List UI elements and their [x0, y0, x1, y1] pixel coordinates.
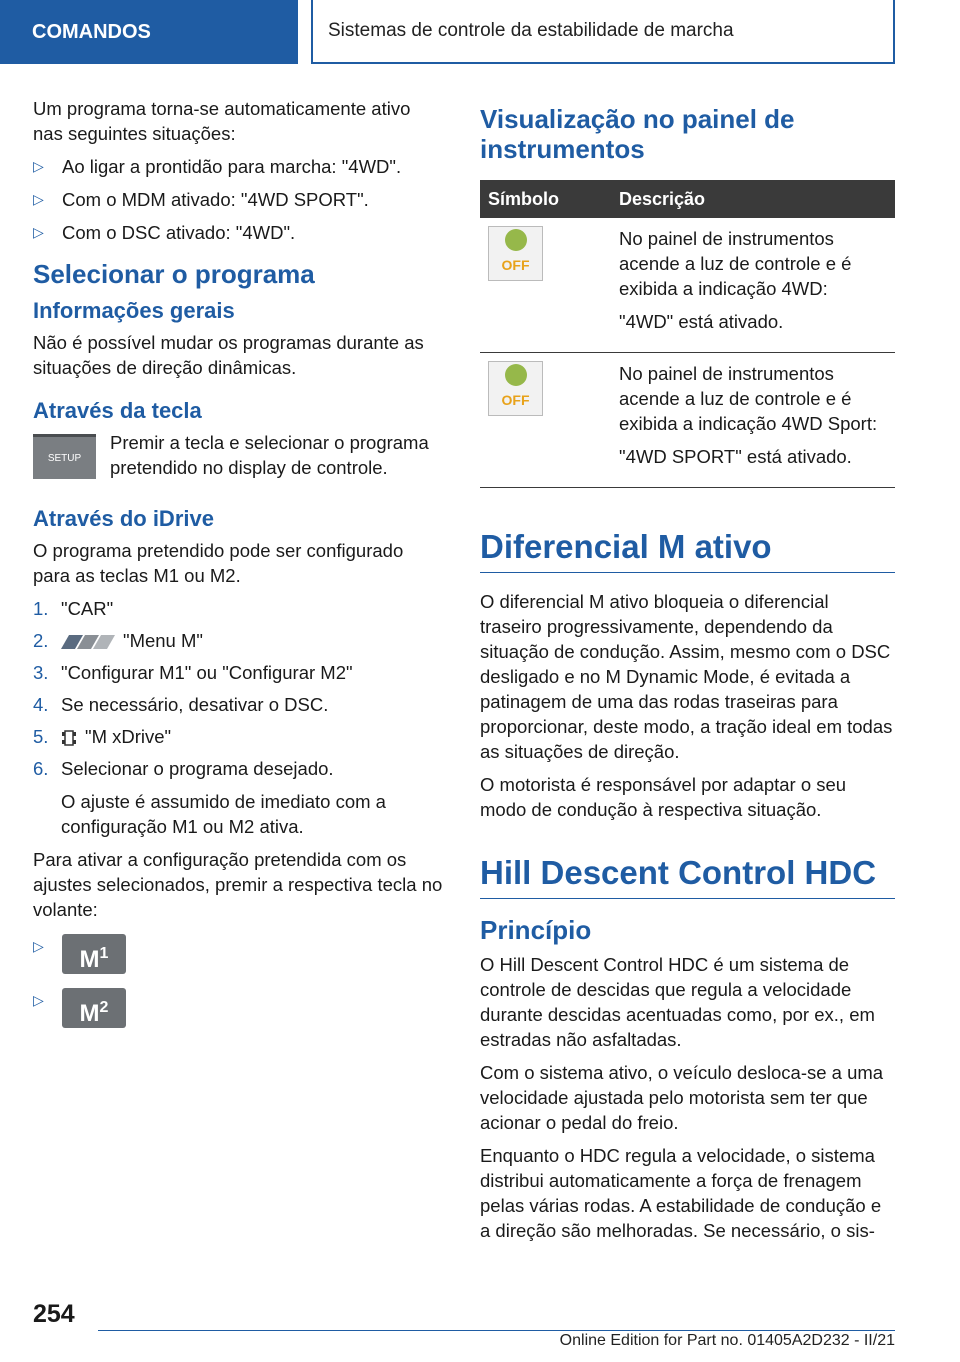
step-text: Selecionar o programa desejado.	[61, 758, 334, 779]
hdc-paragraph-2: Com o sistema ativo, o veículo desloca-se a uma velocidade ajustada pelo motorista sem ter que acionar o pedal do freio.	[480, 1062, 884, 1133]
edition-note: Online Edition for Part no. 01405A2D232 - II/21	[559, 1332, 895, 1349]
step6-note: O ajuste é assumido de imediato com a configuração M1 ou M2 ativa.	[61, 791, 386, 837]
heading-via-key: Através da tecla	[33, 398, 202, 423]
chapter-header	[311, 0, 895, 64]
key-instruction: Premir a tecla e selecionar o programa pretendido no display de controle.	[110, 432, 429, 478]
step-item	[33, 692, 443, 717]
triangle-bullet-icon: ▷	[33, 224, 44, 240]
step-number: 6.	[33, 758, 49, 779]
triangle-bullet-icon: ▷	[33, 938, 44, 954]
list-item-text: Com o MDM ativado: "4WD SPORT".	[62, 189, 369, 210]
4wd-off-warning-icon: OFF	[488, 226, 543, 281]
table-cell-note: "4WD" está ativado.	[619, 311, 784, 332]
auto-program-list	[33, 154, 443, 245]
chapter-title: Sistemas de controle da estabilidade de marcha	[328, 20, 734, 41]
diff-paragraph-2: O motorista é responsável por adaptar o seu modo de condução à respectiva situação.	[480, 774, 847, 820]
list-item-text: Com o DSC ativado: "4WD".	[62, 222, 296, 243]
list-item	[33, 220, 443, 245]
heading-instrument-display: Visualização no painel de instrumentos	[480, 104, 795, 164]
hdc-paragraph-3: Enquanto o HDC regula a velocidade, o sistema distribui automaticamente a força de frenagem pelas várias rodas. A estabilidade de condução e a direção são melhoradas. Se necessário, o sis-	[480, 1145, 882, 1241]
step-number: 5.	[33, 726, 49, 747]
list-item	[33, 934, 443, 974]
left-column	[33, 96, 443, 1038]
hdc-paragraph-1: O Hill Descent Control HDC é um sistema de controle de descidas que regula a velocidade durante descidas acentuadas como, por ex., em estradas não asfaltadas.	[480, 954, 875, 1050]
step-item	[33, 660, 443, 685]
setup-key-icon	[33, 434, 96, 479]
diff-paragraph-1: O diferencial M ativo bloqueia o diferencial traseiro progressivamente, dependendo da situação de condução. Assim, mesmo com o DSC desligado e no M Dynamic Mode, é evitada a patinagem de uma das rodas traseiras para proporcionar, deste modo, a tração ideal em todas as situações de direção.	[480, 591, 893, 762]
triangle-bullet-icon: ▷	[33, 158, 44, 174]
heading-active-m-differential: Diferencial M ativo	[480, 528, 895, 573]
page-number: 254	[33, 1300, 75, 1328]
col-description: Descrição	[611, 180, 895, 218]
list-item	[33, 154, 443, 179]
table-row	[480, 353, 895, 488]
4wd-sport-off-warning-icon: OFF	[488, 361, 543, 416]
table-row	[480, 218, 895, 353]
step-number: 3.	[33, 662, 49, 683]
step-text: "M xDrive"	[85, 726, 172, 747]
step-item	[33, 596, 443, 621]
footer-divider	[98, 1330, 895, 1331]
activate-text: Para ativar a configuração pretendida com os ajustes selecionados, premir a respectiva tecla no volante:	[33, 849, 443, 920]
list-item	[33, 187, 443, 212]
heading-general-info: Informações gerais	[33, 298, 235, 323]
step-text: "Configurar M1" ou "Configurar M2"	[61, 662, 353, 683]
setup-key-row	[33, 430, 443, 488]
m-keys-list	[33, 934, 443, 1028]
list-item	[33, 988, 443, 1028]
heading-principle: Princípio	[480, 915, 592, 945]
general-info-text: Não é possível mudar os programas durante as situações de direção dinâmicas.	[33, 332, 424, 378]
steps-list	[33, 596, 443, 839]
intro-text: Um programa torna-se automaticamente ativo nas seguintes situações:	[33, 98, 411, 144]
triangle-bullet-icon: ▷	[33, 191, 44, 207]
table-header-row	[480, 180, 895, 218]
step-number: 2.	[33, 630, 49, 651]
symbol-table	[480, 180, 895, 488]
m2-key-icon: $M^2$	[62, 988, 126, 1028]
table-cell-desc: No painel de instrumentos acende a luz de controle e é exibida a indicação 4WD:	[619, 228, 852, 299]
table-cell-desc: No painel de instrumentos acende a luz de controle e é exibida a indicação 4WD Sport:	[619, 363, 878, 434]
heading-select-program: Selecionar o programa	[33, 259, 315, 289]
table-cell-note: "4WD SPORT" está ativado.	[619, 446, 852, 467]
heading-hdc: Hill Descent Control HDC	[480, 854, 895, 899]
step-number: 1.	[33, 598, 49, 619]
step-item	[33, 756, 443, 839]
list-item-text: Ao ligar a prontidão para marcha: "4WD".	[62, 156, 402, 177]
m1-key-icon: $M^1$	[62, 934, 126, 974]
step-text: Se necessário, desativar o DSC.	[61, 694, 329, 715]
step-text: "Menu M"	[123, 630, 203, 651]
section-title: COMANDOS	[32, 20, 151, 43]
right-column	[480, 96, 895, 1251]
triangle-bullet-icon: ▷	[33, 992, 44, 1008]
step-item	[33, 628, 443, 653]
m-stripes-icon	[61, 635, 115, 649]
step-number: 4.	[33, 694, 49, 715]
step-text: "CAR"	[61, 598, 114, 619]
section-tab	[0, 0, 298, 64]
idrive-text: O programa pretendido pode ser configurado para as teclas M1 ou M2.	[33, 540, 404, 586]
col-symbol: Símbolo	[480, 180, 611, 218]
step-item	[33, 724, 443, 749]
setup-key-label: SETUP	[47, 452, 82, 464]
xdrive-car-icon	[61, 729, 77, 747]
heading-via-idrive: Através do iDrive	[33, 506, 214, 531]
